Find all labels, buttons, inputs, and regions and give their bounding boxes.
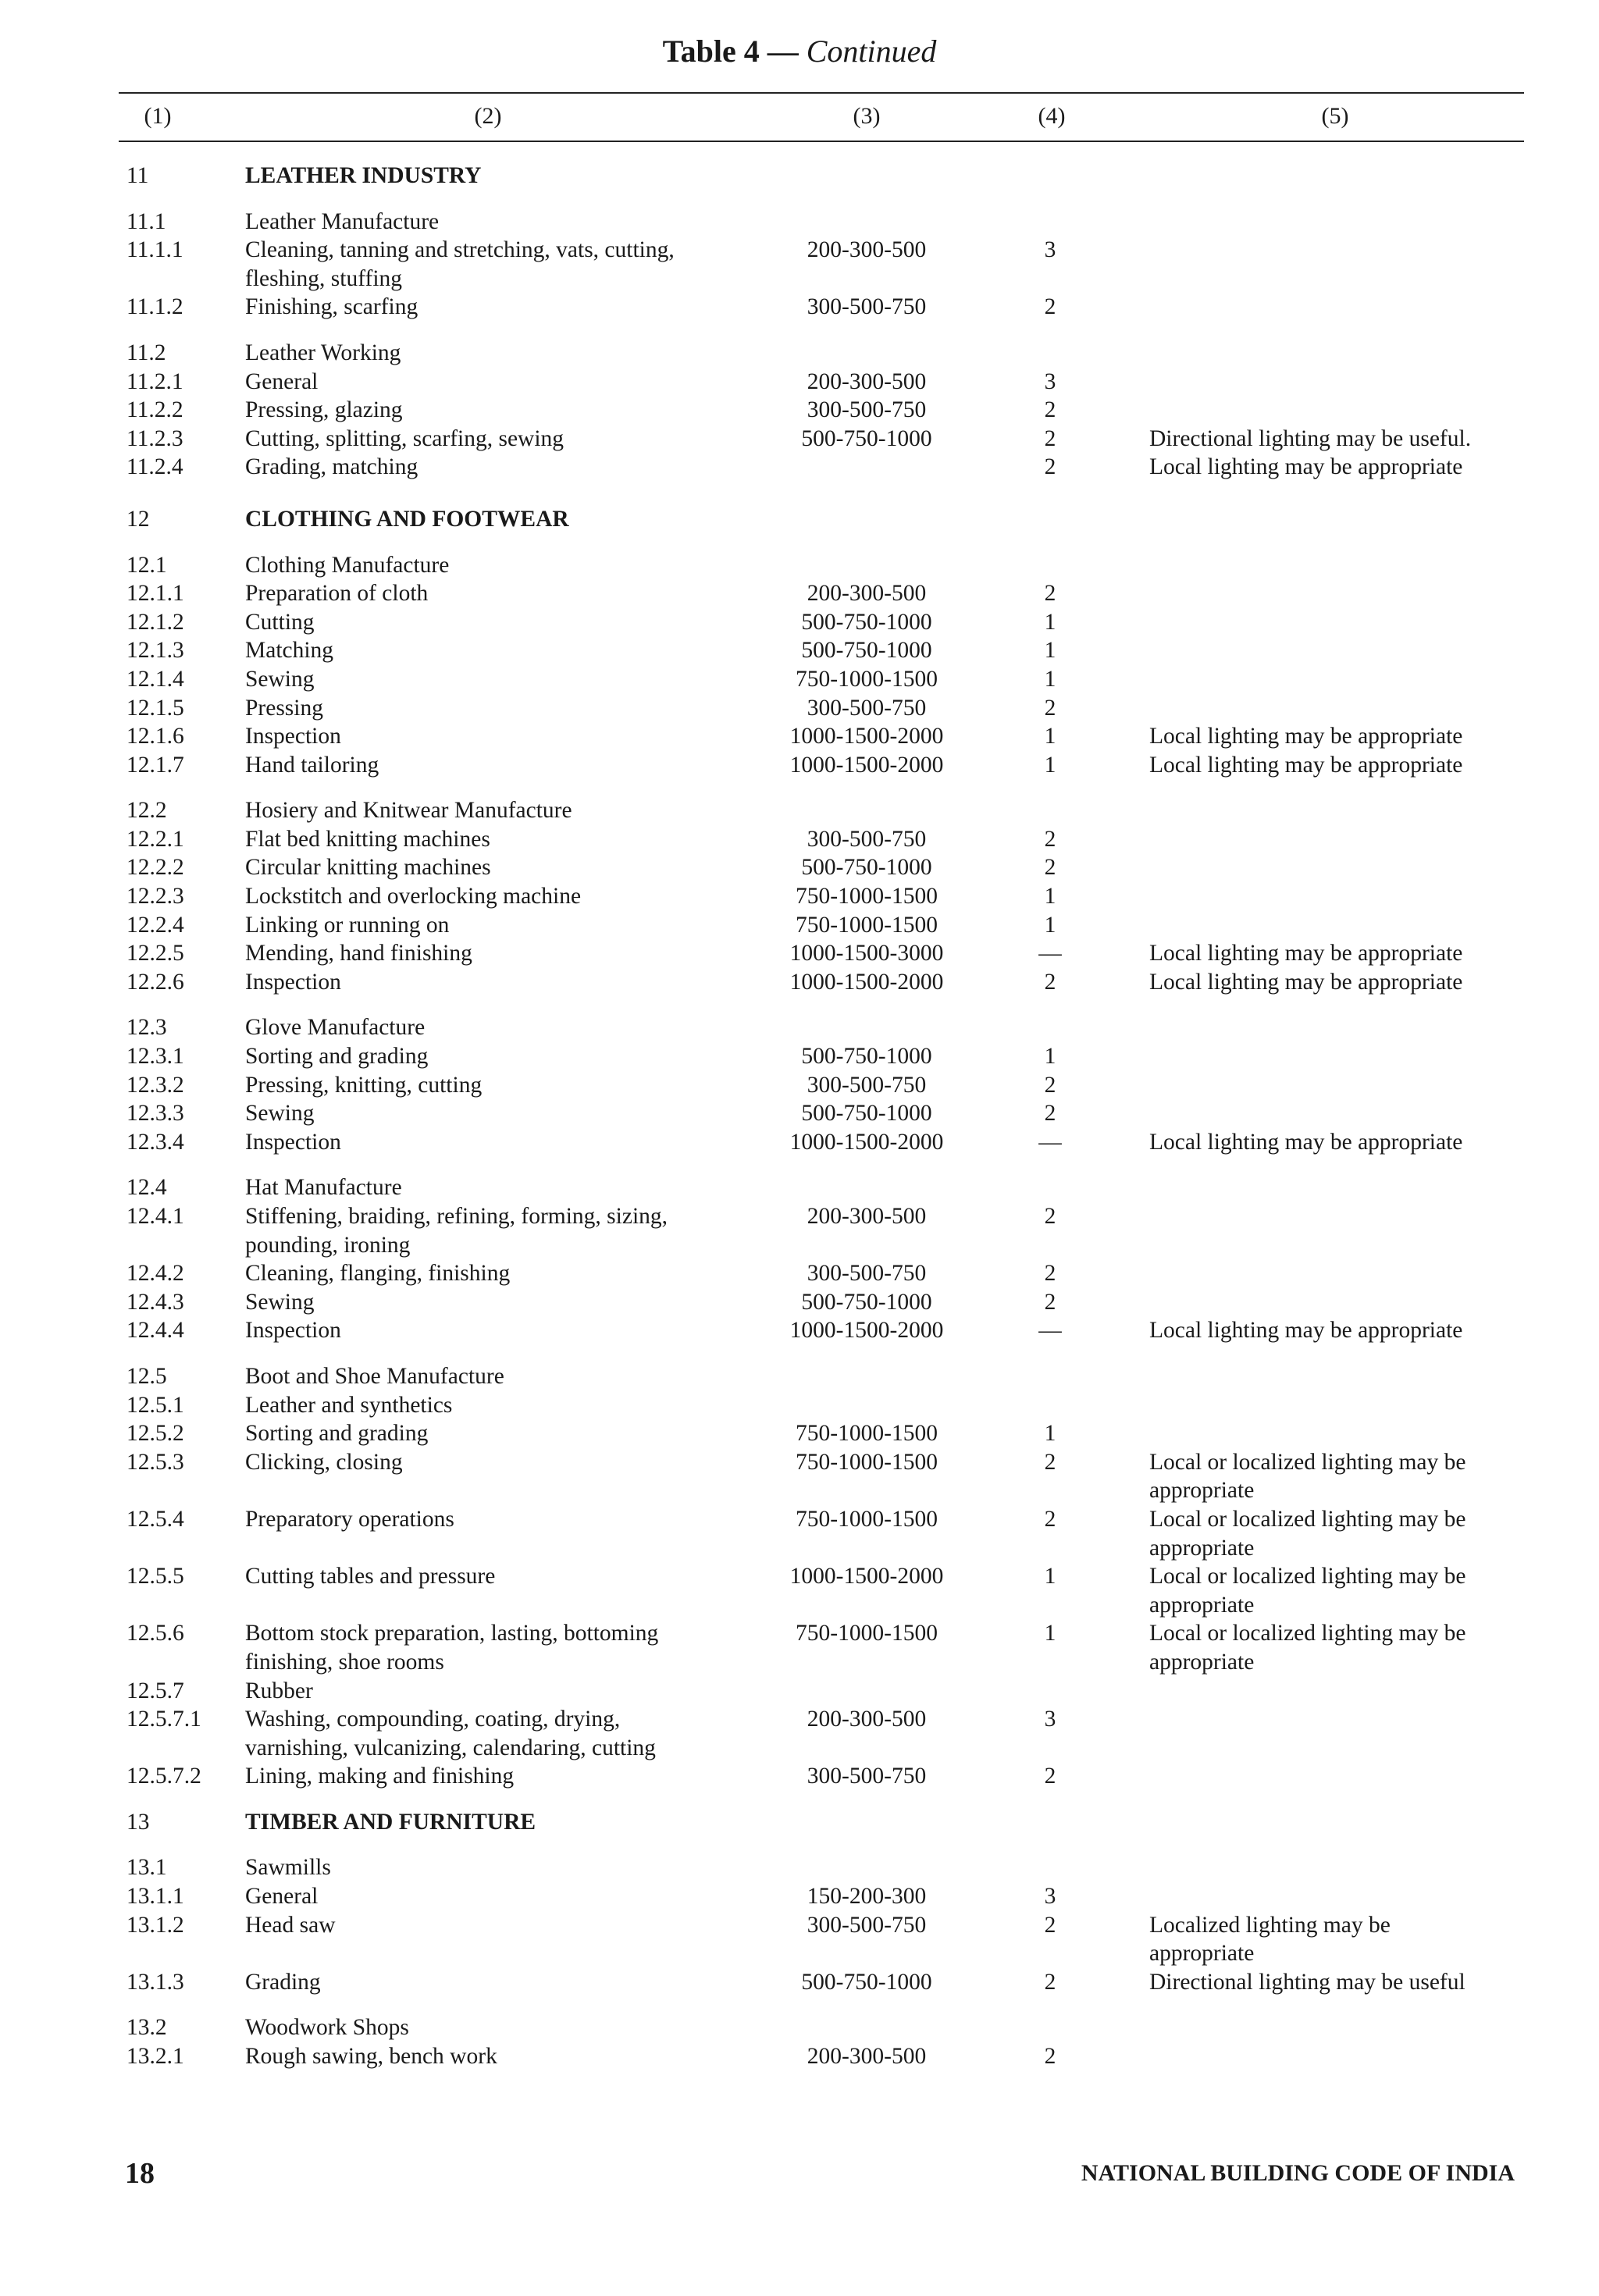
description: Sawmills: [245, 1855, 331, 1881]
quality-class: 2: [1044, 1506, 1056, 1532]
clause-number: 13.2.1: [126, 2044, 184, 2070]
remarks: Directional lighting may be useful: [1149, 1969, 1465, 1995]
description: Boot and Shoe Manufacture: [245, 1363, 504, 1389]
clause-number: 12.2: [126, 798, 167, 824]
row-spacer: [0, 1791, 1599, 1808]
table-row: [0, 368, 1599, 397]
table-row: [0, 1288, 1599, 1317]
table-row: [0, 1099, 1599, 1128]
remarks: Local lighting may be appropriate: [1149, 752, 1463, 778]
description: Cleaning, flanging, finishing: [245, 1261, 511, 1287]
description: Cutting: [245, 609, 315, 635]
row-spacer: [0, 190, 1599, 208]
illuminance-range: 750-1000-1500: [796, 666, 938, 692]
table-row: [0, 665, 1599, 694]
description: Clothing Manufacture: [245, 552, 450, 578]
remarks: appropriate: [1149, 1649, 1255, 1675]
clause-number: 12.2.4: [126, 912, 184, 938]
illuminance-range: 500-750-1000: [801, 638, 932, 664]
table-title-prefix: Table 4 —: [662, 34, 799, 69]
quality-class: 1: [1044, 884, 1056, 910]
description: Woodwork Shops: [245, 2015, 409, 2041]
header-top-rule: [119, 92, 1524, 94]
quality-class: 1: [1044, 609, 1056, 635]
continuation-row: [0, 1476, 1599, 1505]
quality-class: 1: [1044, 666, 1056, 692]
clause-number: 12.4: [126, 1175, 167, 1201]
table-row: [0, 579, 1599, 608]
table-row: [0, 1042, 1599, 1071]
illuminance-range: 200-300-500: [807, 581, 927, 607]
row-spacer: [0, 779, 1599, 796]
quality-class: 1: [1044, 1621, 1056, 1646]
clause-number: 12.2.5: [126, 941, 184, 966]
table-row: [0, 1968, 1599, 1997]
table-row: [0, 1505, 1599, 1534]
illuminance-range: 500-750-1000: [801, 1969, 932, 1995]
clause-number: 12.3.2: [126, 1072, 184, 1098]
clause-number: 12.2.2: [126, 855, 184, 881]
quality-class: 3: [1044, 368, 1056, 394]
clause-number: 12.4.2: [126, 1261, 184, 1287]
description: Matching: [245, 638, 334, 664]
clause-number: 12.4.1: [126, 1204, 184, 1229]
description: Bottom stock preparation, lasting, bottoming: [245, 1621, 659, 1646]
table-row: [0, 636, 1599, 665]
quality-class: 3: [1044, 1884, 1056, 1910]
illuminance-range: 300-500-750: [807, 1912, 927, 1938]
quality-class: 2: [1044, 826, 1056, 852]
illuminance-range: 1000-1500-2000: [789, 1129, 944, 1155]
table-row: [0, 1391, 1599, 1420]
continuation-row: [0, 1534, 1599, 1563]
continuation-row: [0, 1591, 1599, 1620]
illuminance-range: 750-1000-1500: [796, 1449, 938, 1475]
clause-number: 12.1: [126, 552, 167, 578]
clause-number: 13: [126, 1809, 150, 1835]
clause-number: 12.3.1: [126, 1044, 184, 1070]
illuminance-range: 300-500-750: [807, 1764, 927, 1789]
quality-class: 2: [1044, 1101, 1056, 1127]
quality-class: 2: [1044, 1969, 1056, 1995]
footer-code-name: NATIONAL BUILDING CODE OF INDIA: [1081, 2160, 1515, 2186]
illuminance-range: 300-500-750: [807, 397, 927, 423]
clause-number: 12.5.5: [126, 1564, 184, 1589]
clause-number: 11.2.4: [126, 454, 183, 480]
clause-number: 13.1.2: [126, 1912, 184, 1938]
clause-number: 11.2.3: [126, 425, 183, 451]
clause-number: 12: [126, 506, 150, 532]
illuminance-range: 500-750-1000: [801, 1101, 932, 1127]
illuminance-range: 200-300-500: [807, 368, 927, 394]
clause-number: 12.1.6: [126, 724, 184, 749]
clause-number: 12.3.3: [126, 1101, 184, 1127]
illuminance-range: 300-500-750: [807, 1261, 927, 1287]
table-row: [0, 825, 1599, 854]
continuation-row: [0, 265, 1599, 294]
illuminance-range: 1000-1500-2000: [789, 752, 944, 778]
clause-number: 12.5.3: [126, 1449, 184, 1475]
column-header-2: (2): [474, 103, 502, 129]
illuminance-range: 500-750-1000: [801, 425, 932, 451]
description: Rubber: [245, 1678, 313, 1703]
row-spacer: [0, 996, 1599, 1013]
table-row: [0, 722, 1599, 751]
table-row: [0, 425, 1599, 454]
column-header-3: (3): [853, 103, 881, 129]
remarks: Directional lighting may be useful.: [1149, 425, 1472, 451]
remarks: Localized lighting may be: [1149, 1912, 1391, 1938]
clause-number: 13.1.1: [126, 1884, 184, 1910]
description: Sorting and grading: [245, 1044, 429, 1070]
clause-number: 13.1: [126, 1855, 167, 1881]
row-spacer: [0, 1836, 1599, 1853]
clause-number: 12.2.1: [126, 826, 184, 852]
table-title-continued: Continued: [806, 34, 937, 69]
description: Sorting and grading: [245, 1421, 429, 1447]
description: varnishing, vulcanizing, calendaring, cutting: [245, 1735, 656, 1760]
description: Leather Manufacture: [245, 208, 440, 234]
description: Glove Manufacture: [245, 1015, 426, 1041]
table-row: [0, 1762, 1599, 1791]
quality-class: 2: [1044, 581, 1056, 607]
table-row: [0, 968, 1599, 997]
table-row: [0, 939, 1599, 968]
clause-number: 12.5: [126, 1363, 167, 1389]
quality-class: —: [1038, 1318, 1062, 1344]
description: Hat Manufacture: [245, 1175, 402, 1201]
clause-number: 11.2.1: [126, 368, 183, 394]
illuminance-range: 750-1000-1500: [796, 1421, 938, 1447]
quality-class: 2: [1044, 855, 1056, 881]
clause-number: 11: [126, 163, 149, 188]
table-row: [0, 1677, 1599, 1706]
clause-number: 11.1.2: [126, 294, 183, 320]
page-number: 18: [125, 2157, 155, 2190]
description: Cutting tables and pressure: [245, 1564, 496, 1589]
description: Hosiery and Knitwear Manufacture: [245, 798, 572, 824]
description: Finishing, scarfing: [245, 294, 418, 320]
table-row: [0, 1853, 1599, 1882]
table-row: [0, 1259, 1599, 1288]
description: Inspection: [245, 1129, 341, 1155]
clause-number: 12.1.3: [126, 638, 184, 664]
clause-number: 11.2.2: [126, 397, 183, 423]
table-row: [0, 911, 1599, 940]
description: Rough sawing, bench work: [245, 2044, 497, 2070]
description: Preparatory operations: [245, 1506, 454, 1532]
remarks: Local or localized lighting may be: [1149, 1506, 1466, 1532]
description: Cutting, splitting, scarfing, sewing: [245, 425, 564, 451]
remarks: Local or localized lighting may be: [1149, 1449, 1466, 1475]
row-spacer: [0, 482, 1599, 505]
table-row: [0, 2013, 1599, 2042]
illuminance-range: 150-200-300: [807, 1884, 927, 1910]
illuminance-range: 1000-1500-2000: [789, 1564, 944, 1589]
illuminance-range: 300-500-750: [807, 695, 927, 721]
quality-class: 2: [1044, 294, 1056, 320]
table-row: [0, 2042, 1599, 2071]
clause-number: 12.5.4: [126, 1506, 184, 1532]
remarks: Local or localized lighting may be: [1149, 1564, 1466, 1589]
page-footer: [0, 2155, 1599, 2192]
description: Pressing: [245, 695, 323, 721]
clause-number: 12.5.7: [126, 1678, 184, 1703]
continuation-row: [0, 1939, 1599, 1968]
quality-class: 1: [1044, 1421, 1056, 1447]
remarks: Local lighting may be appropriate: [1149, 454, 1463, 480]
section-heading-row: [0, 505, 1599, 534]
description: Flat bed knitting machines: [245, 826, 490, 852]
description: Stiffening, braiding, refining, forming, sizing,: [245, 1204, 668, 1229]
description: Lining, making and finishing: [245, 1764, 515, 1789]
remarks: Local or localized lighting may be: [1149, 1621, 1466, 1646]
table-row: [0, 1911, 1599, 1940]
clause-number: 12.2.6: [126, 969, 184, 995]
quality-class: 1: [1044, 638, 1056, 664]
table-row: [0, 339, 1599, 368]
table-row: [0, 551, 1599, 580]
table-row: [0, 236, 1599, 265]
table-row: [0, 293, 1599, 322]
row-spacer: [0, 1345, 1599, 1362]
quality-class: 1: [1044, 912, 1056, 938]
table-row: [0, 796, 1599, 825]
illuminance-range: 500-750-1000: [801, 1289, 932, 1315]
quality-class: 2: [1044, 1204, 1056, 1229]
row-spacer: [0, 1996, 1599, 2013]
clause-number: 11.2: [126, 340, 166, 365]
illuminance-range: 1000-1500-2000: [789, 724, 944, 749]
illuminance-range: 1000-1500-2000: [789, 969, 944, 995]
remarks: appropriate: [1149, 1941, 1255, 1967]
table-row: [0, 1448, 1599, 1477]
remarks: Local lighting may be appropriate: [1149, 724, 1463, 749]
table-body: [0, 162, 1599, 2145]
table-row: [0, 453, 1599, 482]
quality-class: 2: [1044, 397, 1056, 423]
table-row: [0, 208, 1599, 237]
description: Leather and synthetics: [245, 1392, 453, 1418]
description: Grading, matching: [245, 454, 418, 480]
quality-class: 2: [1044, 1912, 1056, 1938]
table-row: [0, 751, 1599, 780]
quality-class: 1: [1044, 1564, 1056, 1589]
column-header-4: (4): [1038, 103, 1066, 129]
illuminance-range: 200-300-500: [807, 237, 927, 263]
description: Grading: [245, 1969, 321, 1995]
quality-class: —: [1038, 941, 1062, 966]
description: LEATHER INDUSTRY: [245, 163, 482, 188]
remarks: Local lighting may be appropriate: [1149, 1318, 1463, 1344]
remarks: appropriate: [1149, 1592, 1255, 1618]
clause-number: 12.2.3: [126, 884, 184, 910]
description: Inspection: [245, 1318, 341, 1344]
table-row: [0, 1173, 1599, 1202]
table-row: [0, 1202, 1599, 1231]
table-row: [0, 1882, 1599, 1911]
table-title: [0, 31, 1599, 72]
row-spacer: [0, 322, 1599, 339]
quality-class: 2: [1044, 454, 1056, 480]
description: Linking or running on: [245, 912, 450, 938]
description: Clicking, closing: [245, 1449, 403, 1475]
description: Mending, hand finishing: [245, 941, 472, 966]
column-header-1: (1): [144, 103, 172, 129]
remarks: Local lighting may be appropriate: [1149, 941, 1463, 966]
description: Hand tailoring: [245, 752, 379, 778]
illuminance-range: 200-300-500: [807, 2044, 927, 2070]
table-row: [0, 1071, 1599, 1100]
illuminance-range: 200-300-500: [807, 1204, 927, 1229]
clause-number: 12.5.7.2: [126, 1764, 201, 1789]
quality-class: 2: [1044, 1449, 1056, 1475]
quality-class: 1: [1044, 1044, 1056, 1070]
illuminance-range: 750-1000-1500: [796, 1506, 938, 1532]
description: Sewing: [245, 1101, 315, 1127]
illuminance-range: 200-300-500: [807, 1707, 927, 1732]
illuminance-range: 500-750-1000: [801, 609, 932, 635]
table-row: [0, 853, 1599, 882]
quality-class: 3: [1044, 237, 1056, 263]
description: Lockstitch and overlocking machine: [245, 884, 582, 910]
column-header-row: [0, 98, 1599, 135]
header-bottom-rule: [119, 141, 1524, 142]
quality-class: 3: [1044, 1707, 1056, 1732]
column-header-5: (5): [1321, 103, 1349, 129]
description: fleshing, stuffing: [245, 265, 403, 291]
remarks: Local lighting may be appropriate: [1149, 1129, 1463, 1155]
description: Inspection: [245, 724, 341, 749]
table-row: [0, 1419, 1599, 1448]
illuminance-range: 300-500-750: [807, 826, 927, 852]
description: Inspection: [245, 969, 341, 995]
description: pounding, ironing: [245, 1232, 411, 1258]
quality-class: 1: [1044, 752, 1056, 778]
illuminance-range: 750-1000-1500: [796, 912, 938, 938]
illuminance-range: 500-750-1000: [801, 855, 932, 881]
quality-class: 2: [1044, 695, 1056, 721]
table-row: [0, 1128, 1599, 1157]
clause-number: 13.1.3: [126, 1969, 184, 1995]
table-row: [0, 1705, 1599, 1734]
description: General: [245, 1884, 319, 1910]
clause-number: 11.1: [126, 208, 166, 234]
description: Head saw: [245, 1912, 336, 1938]
table-row: [0, 882, 1599, 911]
row-spacer: [0, 1156, 1599, 1173]
illuminance-range: 1000-1500-3000: [789, 941, 944, 966]
clause-number: 13.2: [126, 2015, 167, 2041]
table-row: [0, 1013, 1599, 1042]
description: Cleaning, tanning and stretching, vats, cutting,: [245, 237, 675, 263]
section-heading-row: [0, 1808, 1599, 1837]
description: CLOTHING AND FOOTWEAR: [245, 506, 569, 532]
description: finishing, shoe rooms: [245, 1649, 444, 1675]
clause-number: 12.3.4: [126, 1129, 184, 1155]
remarks: Local lighting may be appropriate: [1149, 969, 1463, 995]
description: Sewing: [245, 666, 315, 692]
quality-class: 2: [1044, 1289, 1056, 1315]
description: Circular knitting machines: [245, 855, 491, 881]
clause-number: 12.5.1: [126, 1392, 184, 1418]
clause-number: 12.1.1: [126, 581, 184, 607]
description: General: [245, 368, 319, 394]
quality-class: 2: [1044, 1764, 1056, 1789]
table-row: [0, 1362, 1599, 1391]
table-row: [0, 694, 1599, 723]
table-row: [0, 1316, 1599, 1345]
section-heading-row: [0, 162, 1599, 190]
table-row: [0, 1619, 1599, 1648]
illuminance-range: 750-1000-1500: [796, 884, 938, 910]
quality-class: 2: [1044, 969, 1056, 995]
clause-number: 12.1.7: [126, 752, 184, 778]
description: Preparation of cloth: [245, 581, 429, 607]
clause-number: 12.1.4: [126, 666, 184, 692]
clause-number: 12.4.4: [126, 1318, 184, 1344]
clause-number: 12.5.7.1: [126, 1707, 201, 1732]
quality-class: 2: [1044, 1072, 1056, 1098]
clause-number: 12.5.6: [126, 1621, 184, 1646]
description: Pressing, glazing: [245, 397, 403, 423]
quality-class: —: [1038, 1129, 1062, 1155]
row-spacer: [0, 534, 1599, 551]
illuminance-range: 300-500-750: [807, 294, 927, 320]
continuation-row: [0, 1648, 1599, 1677]
illuminance-range: 750-1000-1500: [796, 1621, 938, 1646]
quality-class: 2: [1044, 1261, 1056, 1287]
table-row: [0, 608, 1599, 637]
clause-number: 12.1.5: [126, 695, 184, 721]
description: TIMBER AND FURNITURE: [245, 1809, 536, 1835]
remarks: appropriate: [1149, 1478, 1255, 1504]
clause-number: 12.4.3: [126, 1289, 184, 1315]
illuminance-range: 300-500-750: [807, 1072, 927, 1098]
quality-class: 2: [1044, 425, 1056, 451]
continuation-row: [0, 1734, 1599, 1763]
table-row: [0, 396, 1599, 425]
clause-number: 12.1.2: [126, 609, 184, 635]
continuation-row: [0, 1231, 1599, 1260]
table-row: [0, 1562, 1599, 1591]
clause-number: 12.5.2: [126, 1421, 184, 1447]
description: Leather Working: [245, 340, 401, 365]
clause-number: 12.3: [126, 1015, 167, 1041]
quality-class: 1: [1044, 724, 1056, 749]
clause-number: 11.1.1: [126, 237, 183, 263]
remarks: appropriate: [1149, 1535, 1255, 1561]
description: Pressing, knitting, cutting: [245, 1072, 483, 1098]
description: Sewing: [245, 1289, 315, 1315]
quality-class: 2: [1044, 2044, 1056, 2070]
description: Washing, compounding, coating, drying,: [245, 1707, 621, 1732]
illuminance-range: 1000-1500-2000: [789, 1318, 944, 1344]
illuminance-range: 500-750-1000: [801, 1044, 932, 1070]
